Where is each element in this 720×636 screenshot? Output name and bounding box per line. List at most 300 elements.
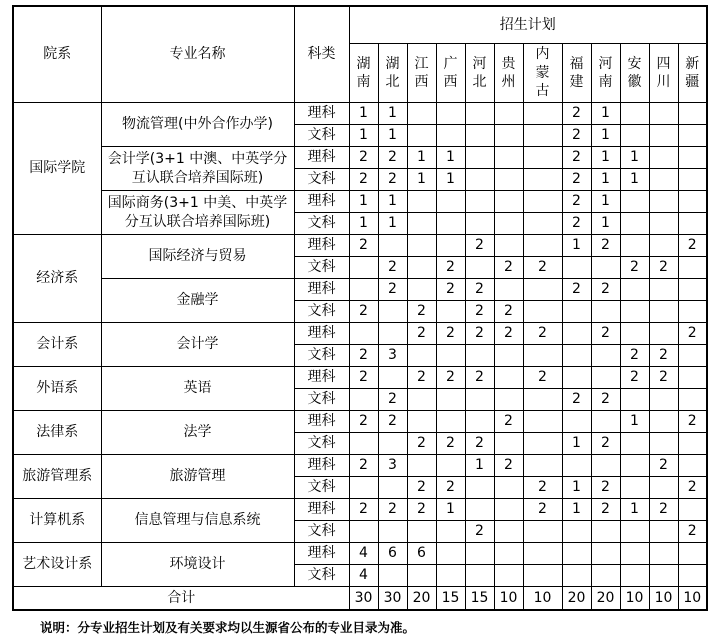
- plan-value-cell: [349, 521, 378, 543]
- plan-value-cell: [620, 103, 649, 125]
- plan-value-cell: [407, 257, 436, 279]
- plan-value-cell: [620, 323, 649, 345]
- plan-value-cell: 2: [407, 433, 436, 455]
- plan-value-cell: [678, 389, 707, 411]
- plan-value-cell: 2: [378, 411, 407, 433]
- total-value-cell: 15: [436, 587, 465, 611]
- plan-value-cell: 2: [378, 499, 407, 521]
- major-cell: 会计学: [101, 323, 294, 367]
- plan-value-cell: [649, 565, 678, 587]
- plan-value-cell: 2: [494, 411, 523, 433]
- plan-value-cell: [436, 125, 465, 147]
- plan-value-cell: [349, 389, 378, 411]
- plan-value-cell: [591, 411, 620, 433]
- plan-value-cell: [620, 477, 649, 499]
- department-cell: 外语系: [13, 367, 101, 411]
- total-value-cell: 20: [407, 587, 436, 611]
- province-header: [620, 44, 649, 103]
- plan-value-cell: [465, 477, 494, 499]
- major-cell: 物流管理(中外合作办学): [101, 103, 294, 147]
- plan-value-cell: 3: [378, 345, 407, 367]
- province-header: [591, 44, 620, 103]
- province-name: 四 川: [656, 55, 671, 90]
- plan-value-cell: 1: [378, 103, 407, 125]
- category-cell: 文科: [294, 433, 349, 455]
- plan-value-cell: [620, 389, 649, 411]
- plan-row: [13, 279, 707, 301]
- total-value-cell: 10: [649, 587, 678, 611]
- plan-value-cell: 1: [620, 411, 649, 433]
- plan-value-cell: [591, 345, 620, 367]
- plan-value-cell: [436, 103, 465, 125]
- plan-value-cell: 2: [349, 367, 378, 389]
- total-value-cell: 10: [678, 587, 707, 611]
- plan-value-cell: [649, 477, 678, 499]
- plan-value-cell: 2: [465, 521, 494, 543]
- plan-value-cell: 1: [349, 103, 378, 125]
- plan-value-cell: 2: [465, 433, 494, 455]
- major-cell: 旅游管理: [101, 455, 294, 499]
- plan-value-cell: 1: [620, 499, 649, 521]
- province-header: [436, 44, 465, 103]
- plan-value-cell: 2: [523, 477, 562, 499]
- department-cell: 计算机系: [13, 499, 101, 543]
- plan-value-cell: [494, 389, 523, 411]
- department-cell: 法律系: [13, 411, 101, 455]
- plan-value-cell: [465, 103, 494, 125]
- plan-value-cell: [649, 169, 678, 191]
- total-value-cell: 30: [378, 587, 407, 611]
- plan-value-cell: [523, 279, 562, 301]
- plan-value-cell: [494, 169, 523, 191]
- plan-value-cell: [678, 543, 707, 565]
- plan-value-cell: 2: [349, 235, 378, 257]
- plan-value-cell: [620, 279, 649, 301]
- plan-value-cell: [678, 499, 707, 521]
- plan-value-cell: [678, 169, 707, 191]
- plan-value-cell: 2: [349, 455, 378, 477]
- plan-value-cell: [407, 191, 436, 213]
- major-column-header: 专业名称: [101, 6, 294, 103]
- total-value-cell: 15: [465, 587, 494, 611]
- province-header: [407, 44, 436, 103]
- plan-value-cell: [649, 103, 678, 125]
- plan-value-cell: [562, 543, 591, 565]
- plan-value-cell: [591, 367, 620, 389]
- plan-value-cell: [523, 433, 562, 455]
- plan-row: [13, 235, 707, 257]
- plan-value-cell: 2: [649, 499, 678, 521]
- category-cell: 理科: [294, 279, 349, 301]
- province-name: 江 西: [414, 55, 429, 90]
- plan-value-cell: [678, 257, 707, 279]
- plan-value-cell: 1: [591, 169, 620, 191]
- plan-value-cell: [436, 455, 465, 477]
- plan-value-cell: 2: [591, 389, 620, 411]
- category-cell: 文科: [294, 477, 349, 499]
- total-label-cell: 合计: [13, 587, 349, 611]
- plan-value-cell: 2: [649, 257, 678, 279]
- plan-value-cell: [378, 301, 407, 323]
- plan-value-cell: [523, 543, 562, 565]
- plan-value-cell: [523, 565, 562, 587]
- department-cell: 旅游管理系: [13, 455, 101, 499]
- plan-value-cell: 3: [378, 455, 407, 477]
- province-header: [378, 44, 407, 103]
- plan-value-cell: 2: [678, 477, 707, 499]
- plan-value-cell: 1: [591, 103, 620, 125]
- plan-value-cell: [678, 147, 707, 169]
- department-column-header: 院系: [13, 6, 101, 103]
- plan-value-cell: [562, 257, 591, 279]
- plan-value-cell: [378, 433, 407, 455]
- plan-value-cell: [562, 367, 591, 389]
- category-cell: 文科: [294, 257, 349, 279]
- major-cell: 国际商务(3+1 中美、中英学分互认联合培养国际班): [101, 191, 294, 235]
- total-value-cell: 30: [349, 587, 378, 611]
- plan-value-cell: [678, 433, 707, 455]
- plan-value-cell: [591, 455, 620, 477]
- plan-value-cell: [494, 191, 523, 213]
- category-column-header: 科类: [294, 6, 349, 103]
- plan-value-cell: [523, 301, 562, 323]
- plan-value-cell: [378, 235, 407, 257]
- plan-value-cell: [494, 543, 523, 565]
- footnote: 说明：分专业招生计划及有关要求均以生源省公布的专业目录为准。: [40, 620, 416, 635]
- plan-value-cell: 2: [523, 367, 562, 389]
- plan-value-cell: 4: [349, 565, 378, 587]
- plan-value-cell: 2: [678, 521, 707, 543]
- plan-value-cell: [620, 433, 649, 455]
- plan-row: [13, 191, 707, 213]
- plan-value-cell: 2: [649, 345, 678, 367]
- plan-value-cell: 1: [436, 499, 465, 521]
- plan-value-cell: [407, 235, 436, 257]
- plan-value-cell: [436, 345, 465, 367]
- plan-value-cell: [678, 213, 707, 235]
- province-name: 湖 北: [385, 55, 400, 90]
- plan-row: [13, 455, 707, 477]
- plan-value-cell: 1: [349, 125, 378, 147]
- plan-value-cell: 2: [678, 411, 707, 433]
- plan-value-cell: [562, 323, 591, 345]
- plan-value-cell: 1: [591, 125, 620, 147]
- plan-value-cell: [649, 543, 678, 565]
- plan-value-cell: 2: [494, 323, 523, 345]
- plan-value-cell: [620, 521, 649, 543]
- plan-value-cell: [436, 521, 465, 543]
- category-cell: 文科: [294, 125, 349, 147]
- plan-value-cell: [591, 543, 620, 565]
- plan-value-cell: [349, 257, 378, 279]
- plan-value-cell: [591, 257, 620, 279]
- category-cell: 文科: [294, 389, 349, 411]
- major-cell: 法学: [101, 411, 294, 455]
- plan-value-cell: 2: [349, 411, 378, 433]
- plan-value-cell: 2: [378, 257, 407, 279]
- plan-value-cell: [407, 103, 436, 125]
- plan-value-cell: [523, 147, 562, 169]
- plan-value-cell: [494, 345, 523, 367]
- plan-value-cell: [349, 323, 378, 345]
- category-cell: 理科: [294, 455, 349, 477]
- plan-value-cell: 2: [407, 367, 436, 389]
- plan-value-cell: [523, 411, 562, 433]
- plan-value-cell: [407, 565, 436, 587]
- plan-value-cell: [494, 235, 523, 257]
- province-name: 安 徽: [627, 55, 642, 90]
- major-cell: 英语: [101, 367, 294, 411]
- category-cell: 文科: [294, 345, 349, 367]
- plan-value-cell: 2: [562, 279, 591, 301]
- plan-value-cell: [494, 103, 523, 125]
- plan-value-cell: [649, 411, 678, 433]
- plan-value-cell: 2: [494, 455, 523, 477]
- plan-value-cell: [562, 345, 591, 367]
- plan-value-cell: [678, 345, 707, 367]
- plan-value-cell: [465, 565, 494, 587]
- plan-value-cell: 2: [465, 301, 494, 323]
- plan-value-cell: 2: [378, 389, 407, 411]
- plan-value-cell: 2: [620, 367, 649, 389]
- plan-value-cell: 2: [465, 367, 494, 389]
- plan-value-cell: 1: [562, 433, 591, 455]
- plan-value-cell: 2: [436, 257, 465, 279]
- plan-value-cell: 2: [407, 499, 436, 521]
- plan-value-cell: [620, 125, 649, 147]
- plan-value-cell: [407, 213, 436, 235]
- plan-value-cell: [407, 521, 436, 543]
- plan-value-cell: [465, 499, 494, 521]
- plan-value-cell: 2: [436, 477, 465, 499]
- plan-value-cell: 2: [349, 147, 378, 169]
- major-cell: 金融学: [101, 279, 294, 323]
- plan-value-cell: 2: [562, 103, 591, 125]
- plan-value-cell: [620, 565, 649, 587]
- plan-value-cell: 2: [465, 279, 494, 301]
- category-cell: 理科: [294, 367, 349, 389]
- category-cell: 理科: [294, 191, 349, 213]
- plan-value-cell: 2: [436, 279, 465, 301]
- plan-value-cell: 1: [378, 213, 407, 235]
- department-cell: 经济系: [13, 235, 101, 323]
- plan-value-cell: [407, 411, 436, 433]
- plan-value-cell: 1: [562, 477, 591, 499]
- plan-value-cell: 1: [349, 213, 378, 235]
- plan-value-cell: [349, 433, 378, 455]
- plan-value-cell: 2: [523, 499, 562, 521]
- plan-value-cell: 2: [494, 301, 523, 323]
- department-cell: 艺术设计系: [13, 543, 101, 587]
- province-name: 湖 南: [356, 55, 371, 90]
- plan-value-cell: [407, 389, 436, 411]
- plan-value-cell: [649, 191, 678, 213]
- plan-value-cell: 2: [407, 477, 436, 499]
- plan-value-cell: 2: [378, 147, 407, 169]
- plan-value-cell: [678, 103, 707, 125]
- total-value-cell: 20: [562, 587, 591, 611]
- major-cell: 国际经济与贸易: [101, 235, 294, 279]
- plan-value-cell: [436, 565, 465, 587]
- province-name: 贵 州: [501, 55, 516, 90]
- plan-value-cell: [436, 235, 465, 257]
- plan-value-cell: 2: [465, 235, 494, 257]
- plan-value-cell: 2: [349, 301, 378, 323]
- category-cell: 理科: [294, 235, 349, 257]
- plan-value-cell: [523, 345, 562, 367]
- plan-value-cell: 1: [620, 147, 649, 169]
- plan-value-cell: [465, 543, 494, 565]
- plan-value-cell: [523, 521, 562, 543]
- plan-value-cell: [494, 521, 523, 543]
- province-header: [494, 44, 523, 103]
- plan-value-cell: [436, 411, 465, 433]
- province-name: 广 西: [443, 55, 458, 90]
- plan-value-cell: 1: [562, 499, 591, 521]
- plan-value-cell: [407, 125, 436, 147]
- plan-value-cell: [620, 235, 649, 257]
- plan-value-cell: [494, 367, 523, 389]
- plan-value-cell: [523, 103, 562, 125]
- plan-value-cell: [494, 565, 523, 587]
- plan-value-cell: [378, 367, 407, 389]
- plan-value-cell: 2: [407, 301, 436, 323]
- plan-value-cell: 2: [436, 323, 465, 345]
- plan-value-cell: [678, 455, 707, 477]
- plan-value-cell: 2: [678, 323, 707, 345]
- plan-value-cell: [591, 301, 620, 323]
- plan-value-cell: [465, 389, 494, 411]
- total-value-cell: 20: [591, 587, 620, 611]
- plan-value-cell: [678, 279, 707, 301]
- plan-value-cell: 2: [591, 279, 620, 301]
- major-cell: 会计学(3+1 中澳、中英学分互认联合培养国际班): [101, 147, 294, 191]
- plan-value-cell: 1: [436, 169, 465, 191]
- plan-value-cell: [378, 521, 407, 543]
- category-cell: 理科: [294, 411, 349, 433]
- plan-value-cell: 6: [407, 543, 436, 565]
- total-value-cell: 10: [494, 587, 523, 611]
- plan-value-cell: [649, 279, 678, 301]
- plan-value-cell: [562, 411, 591, 433]
- plan-row: [13, 367, 707, 389]
- plan-value-cell: [620, 301, 649, 323]
- plan-value-cell: 2: [349, 499, 378, 521]
- plan-value-cell: [378, 565, 407, 587]
- plan-value-cell: [620, 213, 649, 235]
- plan-value-cell: 2: [523, 257, 562, 279]
- category-cell: 理科: [294, 323, 349, 345]
- plan-value-cell: [465, 147, 494, 169]
- plan-value-cell: [562, 301, 591, 323]
- plan-value-cell: [494, 433, 523, 455]
- plan-value-cell: [620, 455, 649, 477]
- plan-value-cell: [465, 191, 494, 213]
- plan-value-cell: [562, 521, 591, 543]
- plan-value-cell: 2: [649, 367, 678, 389]
- plan-value-cell: [407, 345, 436, 367]
- plan-value-cell: [494, 477, 523, 499]
- major-cell: 环境设计: [101, 543, 294, 587]
- plan-value-cell: 1: [407, 147, 436, 169]
- plan-value-cell: 2: [378, 169, 407, 191]
- plan-value-cell: [562, 565, 591, 587]
- department-cell: 国际学院: [13, 103, 101, 235]
- plan-value-cell: 2: [649, 455, 678, 477]
- plan-value-cell: [494, 213, 523, 235]
- plan-value-cell: [465, 125, 494, 147]
- plan-row: [13, 499, 707, 521]
- enrollment-plan-table: [12, 5, 708, 611]
- plan-value-cell: 2: [436, 433, 465, 455]
- plan-value-cell: [436, 191, 465, 213]
- plan-value-cell: [649, 147, 678, 169]
- plan-value-cell: 2: [407, 323, 436, 345]
- plan-value-cell: 6: [378, 543, 407, 565]
- province-header: [678, 44, 707, 103]
- plan-value-cell: [562, 455, 591, 477]
- plan-value-cell: 2: [591, 235, 620, 257]
- plan-value-cell: [407, 455, 436, 477]
- plan-value-cell: 2: [562, 125, 591, 147]
- plan-value-cell: 2: [620, 345, 649, 367]
- plan-value-cell: [620, 191, 649, 213]
- plan-value-cell: [436, 543, 465, 565]
- plan-value-cell: [649, 389, 678, 411]
- plan-value-cell: 1: [349, 191, 378, 213]
- plan-value-cell: 2: [494, 257, 523, 279]
- plan-value-cell: [678, 191, 707, 213]
- plan-value-cell: [494, 147, 523, 169]
- total-value-cell: 10: [620, 587, 649, 611]
- plan-row: [13, 323, 707, 345]
- province-name: 福 建: [569, 55, 584, 90]
- plan-value-cell: [523, 125, 562, 147]
- plan-value-cell: [649, 213, 678, 235]
- plan-value-cell: [465, 345, 494, 367]
- plan-value-cell: 2: [562, 147, 591, 169]
- plan-value-cell: [465, 257, 494, 279]
- plan-row: [13, 543, 707, 565]
- plan-value-cell: 2: [562, 169, 591, 191]
- plan-value-cell: [523, 455, 562, 477]
- plan-value-cell: [494, 125, 523, 147]
- plan-value-cell: [494, 499, 523, 521]
- province-header: [349, 44, 378, 103]
- plan-value-cell: 2: [562, 389, 591, 411]
- province-header: [465, 44, 494, 103]
- category-cell: 理科: [294, 147, 349, 169]
- plan-value-cell: 2: [591, 433, 620, 455]
- plan-value-cell: [591, 521, 620, 543]
- plan-value-cell: 2: [349, 345, 378, 367]
- plan-value-cell: [378, 323, 407, 345]
- plan-value-cell: [465, 213, 494, 235]
- category-cell: 理科: [294, 499, 349, 521]
- plan-value-cell: 1: [436, 147, 465, 169]
- province-name: 河 北: [472, 55, 487, 90]
- plan-value-cell: [523, 169, 562, 191]
- plan-value-cell: [407, 279, 436, 301]
- province-name: 内 蒙 古: [535, 46, 550, 100]
- department-cell: 会计系: [13, 323, 101, 367]
- category-cell: 文科: [294, 213, 349, 235]
- plan-value-cell: 4: [349, 543, 378, 565]
- plan-value-cell: 1: [591, 191, 620, 213]
- plan-value-cell: [649, 521, 678, 543]
- plan-value-cell: 2: [378, 279, 407, 301]
- province-header: [649, 44, 678, 103]
